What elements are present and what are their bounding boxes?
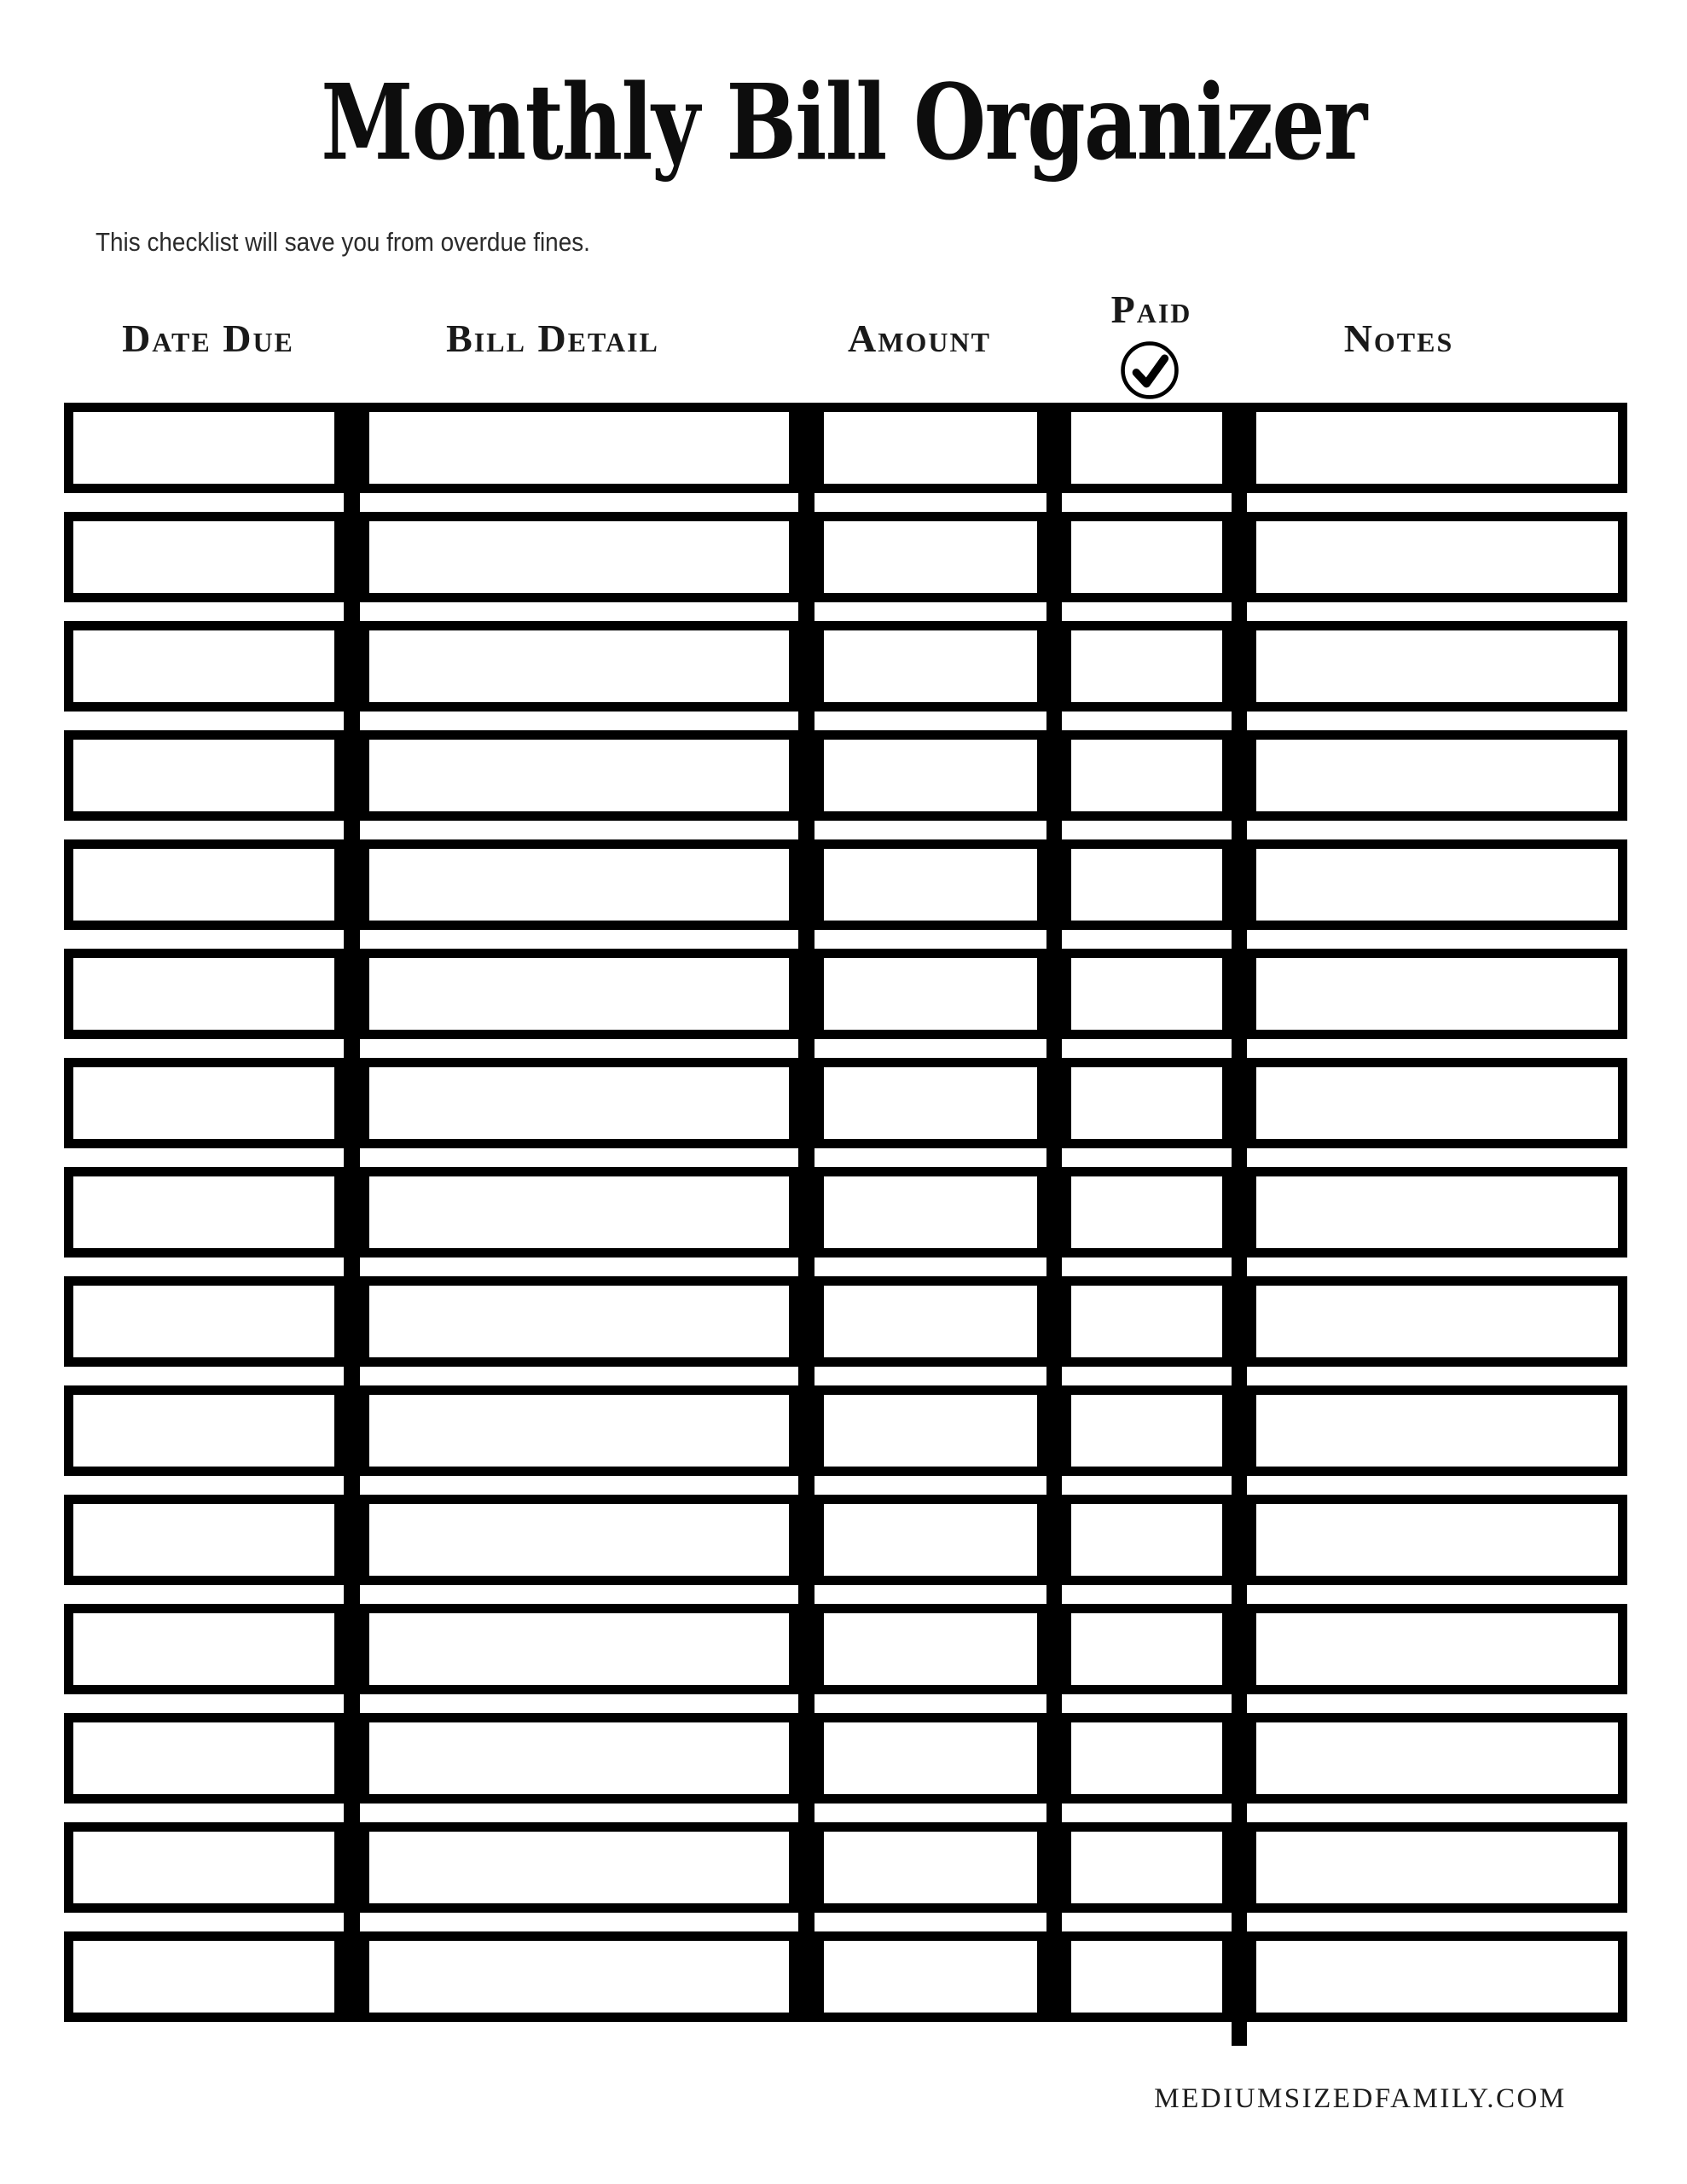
cell-amount-row-7[interactable] bbox=[815, 1058, 1046, 1148]
table-row-1 bbox=[64, 403, 1627, 493]
cell-amount-row-2[interactable] bbox=[815, 512, 1046, 602]
cell-amount-row-13[interactable] bbox=[815, 1713, 1046, 1804]
check-circle-icon bbox=[1118, 339, 1181, 402]
cell-notes-row-12[interactable] bbox=[1247, 1604, 1627, 1694]
column-separator-3 bbox=[1046, 403, 1062, 2022]
cell-amount-row-14[interactable] bbox=[815, 1822, 1046, 1913]
cell-notes-row-9[interactable] bbox=[1247, 1276, 1627, 1367]
table-row-8 bbox=[64, 1167, 1627, 1258]
cell-date-due-row-5[interactable] bbox=[64, 839, 344, 930]
cell-bill-detail-row-9[interactable] bbox=[360, 1276, 798, 1367]
subtitle: This checklist will save you from overdue fines. bbox=[96, 227, 590, 257]
cell-paid-row-3[interactable] bbox=[1062, 621, 1232, 712]
cell-notes-row-4[interactable] bbox=[1247, 730, 1627, 821]
cell-paid-row-8[interactable] bbox=[1062, 1167, 1232, 1258]
cell-bill-detail-row-6[interactable] bbox=[360, 949, 798, 1039]
cell-bill-detail-row-2[interactable] bbox=[360, 512, 798, 602]
cell-paid-row-11[interactable] bbox=[1062, 1495, 1232, 1585]
cell-date-due-row-11[interactable] bbox=[64, 1495, 344, 1585]
cell-paid-row-12[interactable] bbox=[1062, 1604, 1232, 1694]
column-separator-1 bbox=[344, 403, 360, 2022]
cell-paid-row-14[interactable] bbox=[1062, 1822, 1232, 1913]
cell-date-due-row-14[interactable] bbox=[64, 1822, 344, 1913]
column-header-amount: Amount bbox=[848, 317, 991, 360]
cell-notes-row-8[interactable] bbox=[1247, 1167, 1627, 1258]
cell-amount-row-12[interactable] bbox=[815, 1604, 1046, 1694]
cell-bill-detail-row-13[interactable] bbox=[360, 1713, 798, 1804]
column-header-bill-detail: Bill Detail bbox=[446, 317, 659, 360]
cell-paid-row-2[interactable] bbox=[1062, 512, 1232, 602]
column-separator-2 bbox=[798, 403, 815, 2022]
cell-paid-row-6[interactable] bbox=[1062, 949, 1232, 1039]
column-header-date-due: Date Due bbox=[122, 317, 294, 360]
cell-notes-row-15[interactable] bbox=[1247, 1931, 1627, 2022]
cell-paid-row-1[interactable] bbox=[1062, 403, 1232, 493]
cell-amount-row-4[interactable] bbox=[815, 730, 1046, 821]
cell-amount-row-15[interactable] bbox=[815, 1931, 1046, 2022]
cell-date-due-row-15[interactable] bbox=[64, 1931, 344, 2022]
table-row-5 bbox=[64, 839, 1627, 930]
cell-bill-detail-row-1[interactable] bbox=[360, 403, 798, 493]
cell-paid-row-9[interactable] bbox=[1062, 1276, 1232, 1367]
cell-notes-row-1[interactable] bbox=[1247, 403, 1627, 493]
cell-notes-row-7[interactable] bbox=[1247, 1058, 1627, 1148]
table-row-9 bbox=[64, 1276, 1627, 1367]
table-row-13 bbox=[64, 1713, 1627, 1804]
table-row-3 bbox=[64, 621, 1627, 712]
cell-date-due-row-10[interactable] bbox=[64, 1385, 344, 1476]
cell-bill-detail-row-5[interactable] bbox=[360, 839, 798, 930]
cell-bill-detail-row-11[interactable] bbox=[360, 1495, 798, 1585]
table-row-6 bbox=[64, 949, 1627, 1039]
cell-notes-row-6[interactable] bbox=[1247, 949, 1627, 1039]
cell-bill-detail-row-14[interactable] bbox=[360, 1822, 798, 1913]
cell-amount-row-6[interactable] bbox=[815, 949, 1046, 1039]
cell-bill-detail-row-7[interactable] bbox=[360, 1058, 798, 1148]
bill-table bbox=[64, 403, 1627, 2022]
cell-bill-detail-row-8[interactable] bbox=[360, 1167, 798, 1258]
cell-bill-detail-row-10[interactable] bbox=[360, 1385, 798, 1476]
table-row-4 bbox=[64, 730, 1627, 821]
cell-notes-row-3[interactable] bbox=[1247, 621, 1627, 712]
cell-amount-row-11[interactable] bbox=[815, 1495, 1046, 1585]
footer-site: MEDIUMSIZEDFAMILY.COM bbox=[1154, 2083, 1567, 2114]
cell-notes-row-11[interactable] bbox=[1247, 1495, 1627, 1585]
cell-bill-detail-row-12[interactable] bbox=[360, 1604, 798, 1694]
cell-paid-row-4[interactable] bbox=[1062, 730, 1232, 821]
cell-date-due-row-9[interactable] bbox=[64, 1276, 344, 1367]
cell-date-due-row-3[interactable] bbox=[64, 621, 344, 712]
cell-notes-row-2[interactable] bbox=[1247, 512, 1627, 602]
cell-bill-detail-row-15[interactable] bbox=[360, 1931, 798, 2022]
cell-paid-row-5[interactable] bbox=[1062, 839, 1232, 930]
cell-date-due-row-6[interactable] bbox=[64, 949, 344, 1039]
cell-paid-row-7[interactable] bbox=[1062, 1058, 1232, 1148]
cell-date-due-row-2[interactable] bbox=[64, 512, 344, 602]
table-row-7 bbox=[64, 1058, 1627, 1148]
table-row-14 bbox=[64, 1822, 1627, 1913]
cell-amount-row-10[interactable] bbox=[815, 1385, 1046, 1476]
table-row-11 bbox=[64, 1495, 1627, 1585]
cell-bill-detail-row-3[interactable] bbox=[360, 621, 798, 712]
cell-amount-row-5[interactable] bbox=[815, 839, 1046, 930]
cell-notes-row-5[interactable] bbox=[1247, 839, 1627, 930]
cell-paid-row-13[interactable] bbox=[1062, 1713, 1232, 1804]
cell-amount-row-9[interactable] bbox=[815, 1276, 1046, 1367]
cell-date-due-row-8[interactable] bbox=[64, 1167, 344, 1258]
page-title: Monthly Bill Organizer bbox=[321, 61, 1366, 183]
cell-date-due-row-12[interactable] bbox=[64, 1604, 344, 1694]
table-row-15 bbox=[64, 1931, 1627, 2022]
cell-bill-detail-row-4[interactable] bbox=[360, 730, 798, 821]
cell-date-due-row-13[interactable] bbox=[64, 1713, 344, 1804]
cell-amount-row-8[interactable] bbox=[815, 1167, 1046, 1258]
cell-notes-row-13[interactable] bbox=[1247, 1713, 1627, 1804]
table-row-12 bbox=[64, 1604, 1627, 1694]
cell-paid-row-10[interactable] bbox=[1062, 1385, 1232, 1476]
cell-notes-row-14[interactable] bbox=[1247, 1822, 1627, 1913]
table-row-2 bbox=[64, 512, 1627, 602]
cell-paid-row-15[interactable] bbox=[1062, 1931, 1232, 2022]
cell-amount-row-1[interactable] bbox=[815, 403, 1046, 493]
cell-date-due-row-1[interactable] bbox=[64, 403, 344, 493]
cell-notes-row-10[interactable] bbox=[1247, 1385, 1627, 1476]
table-row-10 bbox=[64, 1385, 1627, 1476]
cell-date-due-row-7[interactable] bbox=[64, 1058, 344, 1148]
cell-date-due-row-4[interactable] bbox=[64, 730, 344, 821]
column-separator-4 bbox=[1232, 403, 1247, 2046]
column-header-notes: Notes bbox=[1343, 317, 1454, 360]
column-header-paid: Paid bbox=[1110, 288, 1192, 331]
cell-amount-row-3[interactable] bbox=[815, 621, 1046, 712]
